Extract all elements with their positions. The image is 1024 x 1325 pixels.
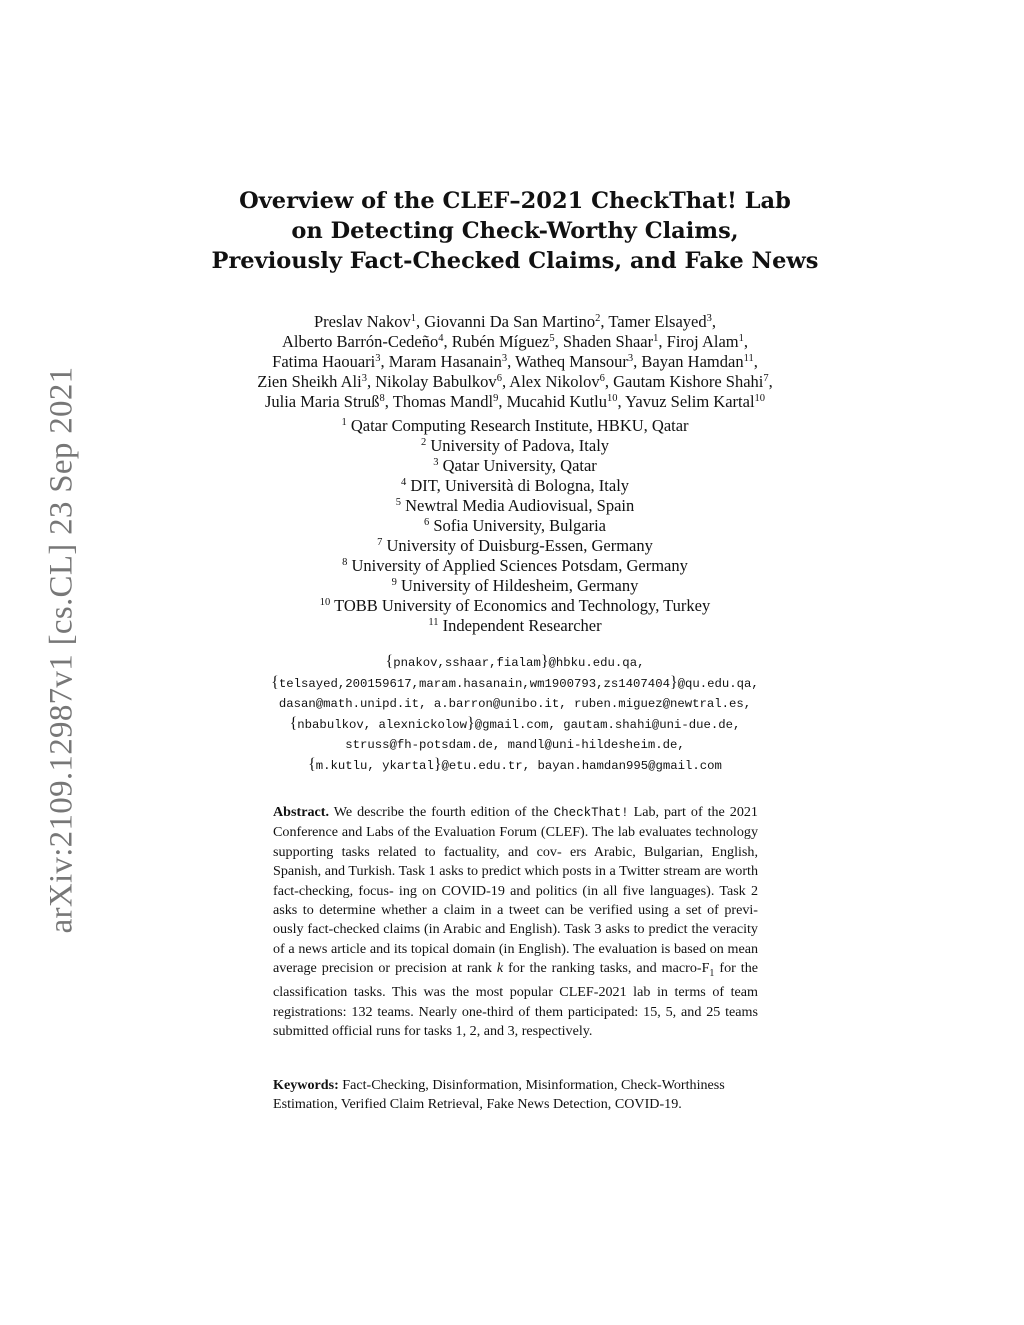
author-affiliation-mark: 10 [607, 393, 618, 404]
keywords-text: Fact-Checking, Disinformation, Misinformation, Check-Worthiness [342, 1077, 725, 1093]
affiliation-item [170, 416, 860, 436]
affiliation-number: 5 [395, 497, 401, 508]
author-line: Julia Maria Struß$^8$, Thomas Mandl$^9$, Mucahid Kutlu$^{10}$, Yavuz Selim Kartal$^{10}$ [264, 392, 766, 411]
abstract [273, 803, 758, 1042]
author-affiliation-mark: 6 [496, 373, 502, 384]
email-text: @qu.edu.qa, [677, 677, 759, 691]
affiliation-item [170, 556, 860, 576]
email-text: m.kutlu, ykartal [315, 759, 434, 773]
author-name: Mucahid Kutlu [506, 392, 607, 411]
author-name: Alberto Barrón-Cedeño [282, 332, 439, 351]
affiliation-item [170, 536, 860, 556]
author-line: Fatima Haouari$^3$, Maram Hasanain$^3$, Watheq Mansour$^3$, Bayan Hamdan$^{11}$, [272, 352, 758, 371]
title-line: Overview of the CLEF–2021 CheckThat! Lab [239, 188, 791, 214]
author-affiliation-mark: 8 [379, 393, 385, 404]
email-line: {telsayed,200159617,maram.hasanain,wm1900793,zs1407404}@qu.edu.qa, [271, 674, 759, 691]
author-affiliation-mark: 9 [493, 393, 499, 404]
abstract-text: ing on COVID-19 and politics (in all five languages). Task 2 asks to [273, 882, 759, 919]
author-affiliation-mark: 7 [763, 373, 769, 384]
author-list [170, 312, 860, 412]
author-name: Shaden Shaar [562, 332, 654, 351]
affiliation-name: Newtral Media Audiovisual, Spain [405, 496, 635, 515]
affiliation-number: 2 [420, 437, 427, 448]
affiliation-item [170, 476, 860, 496]
email-line: {pnakov,sshaar,fialam}@hbku.edu.qa, [385, 653, 645, 670]
abstract-label: Abstract. [273, 804, 329, 820]
affiliation-name: DIT, Università di Bologna, Italy [410, 476, 630, 495]
affiliation-name: TOBB University of Economics and Technology, Turkey [334, 596, 711, 615]
title-line: on Detecting Check-Worthy Claims, [291, 218, 739, 244]
affiliation-number: 10 [319, 597, 331, 608]
affiliation-name: University of Hildesheim, Germany [401, 576, 639, 595]
affiliation-number: 11 [428, 617, 439, 628]
author-affiliation-mark: 3 [627, 353, 634, 364]
affiliation-item [170, 496, 860, 516]
abstract-text: ers Arabic, Bulgarian, English, Spanish, and Turkish. Task 1 asks to [273, 843, 758, 880]
author-affiliation-mark: 4 [438, 333, 444, 344]
affiliation-name: Qatar University, Qatar [442, 456, 597, 475]
abstract-text: most popular CLEF-2021 lab in terms of team registrations: 132 teams. [273, 984, 758, 1020]
author-line: Preslav Nakov$^1$, Giovanni Da San Martino$^2$, Tamer Elsayed$^3$, [314, 312, 716, 331]
abstract-text: Lab, part [633, 804, 686, 820]
keywords-label: Keywords: [273, 1077, 339, 1093]
affiliation-name: University of Applied Sciences Potsdam, Germany [351, 556, 688, 575]
author-name: Julia Maria Struß [264, 392, 380, 411]
title-line: Previously Fact-Checked Claims, and Fake News [211, 248, 819, 274]
affiliation-number: 9 [391, 577, 397, 588]
author-affiliation-mark: 3 [706, 313, 712, 324]
author-affiliation-mark: 2 [595, 313, 601, 324]
affiliation-name: Independent Researcher [442, 616, 602, 635]
author-affiliation-mark: 1 [410, 313, 416, 324]
email-line: {nbabulkov, alexnickolow}@gmail.com, gautam.shahi@uni-due.de, [289, 715, 741, 732]
author-name: Rubén Míguez [451, 332, 550, 351]
email-text: telsayed,200159617,maram.hasanain,wm1900793,zs1407404 [278, 677, 670, 691]
affiliation-item [170, 616, 860, 636]
affiliation-number: 1 [341, 417, 347, 428]
affiliation-list [170, 416, 860, 636]
author-line: Zien Sheikh Ali$^3$, Nikolay Babulkov$^6$, Alex Nikolov$^6$, Gautam Kishore Shahi$^7$, [257, 372, 773, 391]
abstract-text: for [508, 960, 525, 977]
author-name: Preslav Nakov [314, 312, 411, 331]
affiliation-number: 6 [424, 517, 430, 528]
abstract-text: We describe the fourth edition of the [333, 804, 549, 820]
author-name: Maram Hasanain [388, 352, 502, 371]
author-line: Alberto Barrón-Cedeño$^4$, Rubén Míguez$^5$, Shaden Shaar$^1$, Firoj Alam$^1$, [282, 332, 748, 351]
author-affiliation-mark: 1 [738, 333, 744, 344]
author-affiliation-mark: 3 [361, 373, 367, 384]
author-affiliation-mark: 11 [743, 353, 754, 364]
email-text: @gmail.com, gautam.shahi@uni-due.de, [474, 718, 741, 732]
abstract-text: predict which posts in a Twitter stream are worth fact-checking, focus- [273, 863, 759, 899]
author-affiliation-mark: 6 [599, 373, 605, 384]
author-name: Alex Nikolov [509, 372, 600, 391]
affiliation-number: 7 [377, 537, 383, 548]
author-name: Nikolay Babulkov [375, 372, 497, 391]
math-variable: k [496, 960, 504, 977]
author-name: Watheq Mansour [515, 352, 628, 371]
email-line: {m.kutlu, ykartal}@etu.edu.tr, bayan.hamdan995@gmail.com [308, 756, 722, 773]
affiliation-name: Sofia University, Bulgaria [433, 516, 606, 535]
author-affiliation-mark: 5 [549, 333, 555, 344]
affiliation-item [170, 596, 860, 616]
arxiv-identifier: arXiv:2109.12987v1 [cs.CL] 23 Sep 2021 [43, 366, 80, 934]
abstract-text: ously fact-checked claims (in Arabic and English). Task 3 asks to predict [273, 921, 688, 938]
email-text: @hbku.edu.qa, [548, 656, 645, 670]
email-text: nbabulkov, alexnickolow [297, 718, 468, 732]
abstract-text: the ranking tasks, and macro-F [529, 960, 710, 977]
author-name: Giovanni Da San Martino [424, 312, 596, 331]
lab-name: CheckThat! [553, 806, 629, 820]
math-subscript: 1 [709, 968, 715, 980]
abstract-text: of the 2021 Conference and Labs of the Evaluation Forum (CLEF). The [273, 804, 758, 841]
abstract-text: Nearly one-third of them participated: 15, 5, and 25 teams submitted [273, 1003, 759, 1040]
affiliation-item [170, 516, 860, 536]
abstract-text: lab evaluates technology supporting tasks related to factuality, and cov- [273, 824, 758, 860]
keywords-line [273, 1076, 813, 1095]
keywords-line: Estimation, Verified Claim Retrieval, Fake News Detection, COVID-19. [273, 1096, 682, 1113]
email-list [170, 652, 860, 776]
affiliation-number: 3 [433, 457, 439, 468]
affiliation-number: 8 [342, 557, 348, 568]
affiliation-item [170, 436, 860, 456]
email-text: @etu.edu.tr, bayan.hamdan995@gmail.com [441, 759, 722, 773]
abstract-text: determine whether a claim in a tweet can be verified using a set of previ- [319, 902, 758, 919]
author-name: Firoj Alam [666, 332, 739, 351]
email-line: struss@fh-potsdam.de, mandl@uni-hildesheim.de, [345, 738, 685, 752]
author-name: Bayan Hamdan [641, 352, 744, 371]
author-affiliation-mark: 3 [501, 353, 508, 364]
author-name: Tamer Elsayed [608, 312, 707, 331]
author-name: Fatima Haouari [272, 352, 376, 371]
email-line: dasan@math.unipd.it, a.barron@unibo.it, ruben.miguez@newtral.es, [278, 697, 752, 711]
abstract-text: for the classification tasks. This was the [273, 960, 759, 1001]
affiliation-number: 4 [400, 477, 407, 488]
author-name: Thomas Mandl [392, 392, 494, 411]
affiliation-item [170, 456, 860, 476]
abstract-text: the veracity of a news article and its topical domain (in English). The [273, 921, 758, 957]
author-affiliation-mark: 10 [754, 393, 766, 404]
abstract-text: evaluation is based on mean average precision or precision at rank [273, 940, 759, 977]
affiliation-name: University of Duisburg-Essen, Germany [386, 536, 653, 555]
keywords [273, 1076, 813, 1115]
affiliation-item [170, 576, 860, 596]
paper-title [170, 186, 860, 276]
abstract-text: official runs for tasks 1, 2, and 3, respectively. [332, 1023, 593, 1040]
affiliation-name: University of Padova, Italy [430, 436, 610, 455]
author-affiliation-mark: 1 [653, 333, 659, 344]
author-affiliation-mark: 3 [375, 353, 381, 364]
email-text: pnakov,sshaar,fialam [393, 656, 541, 670]
author-name: Zien Sheikh Ali [257, 372, 362, 391]
affiliation-name: Qatar Computing Research Institute, HBKU, Qatar [350, 416, 689, 435]
author-name: Yavuz Selim Kartal [625, 392, 755, 411]
author-name: Gautam Kishore Shahi [613, 372, 764, 391]
